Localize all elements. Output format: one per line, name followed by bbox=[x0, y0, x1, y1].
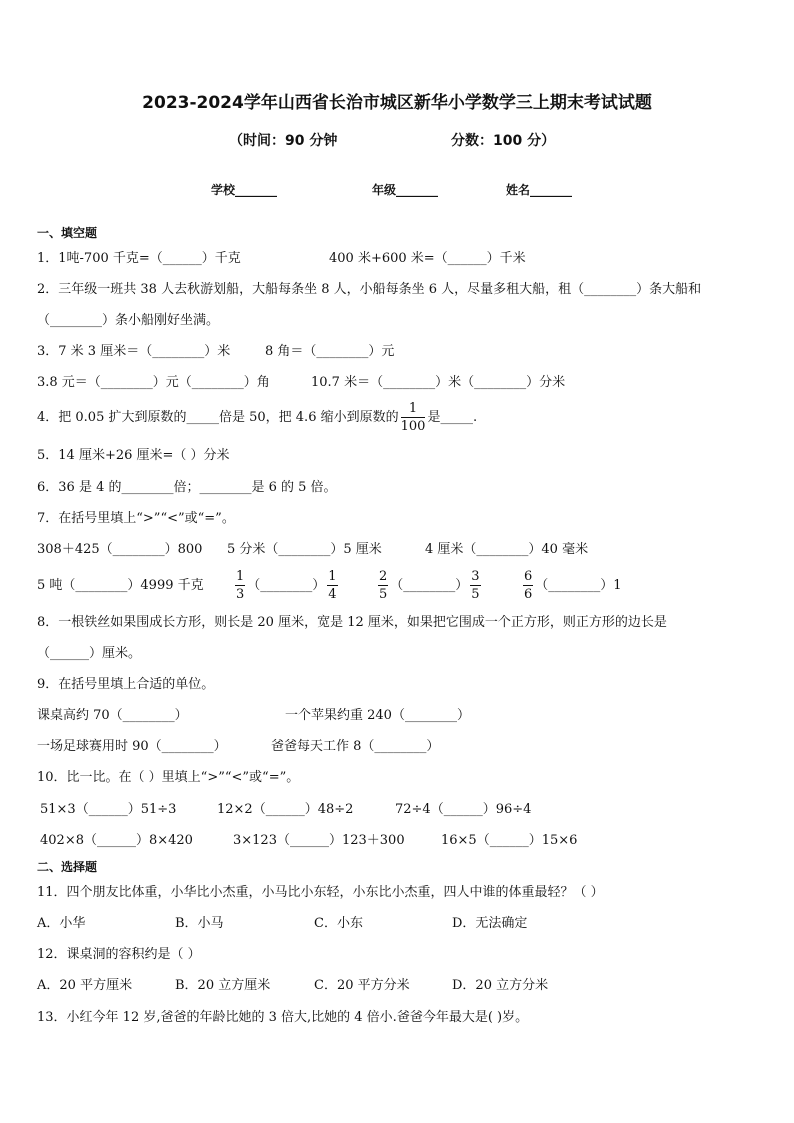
q9-part-a: 课桌高约 70（________） bbox=[37, 708, 188, 723]
q11-option-a: A．小华 bbox=[37, 916, 86, 931]
question-5: 5．14 厘米+26 厘米=（ ）分米 bbox=[37, 448, 230, 463]
q4-text-post: 是_____. bbox=[427, 410, 478, 425]
q7-f5-denominator: 6 bbox=[524, 587, 533, 602]
q7-part-b: 5 分米（________）5 厘米 bbox=[227, 542, 382, 557]
q10-part-c: 72÷4（______）96÷4 bbox=[395, 802, 532, 817]
exam-score: 分数：100 分） bbox=[451, 133, 556, 149]
question-4 bbox=[37, 398, 477, 438]
q11-option-c: C．小东 bbox=[314, 916, 363, 931]
q7-fraction-2-5 bbox=[378, 570, 388, 601]
question-2-line-1: 2．三年级一班共 38 人去秋游划船，大船每条坐 8 人，小船每条坐 6 人，尽量多租大船，租（________）条大船和 bbox=[37, 282, 702, 297]
q7-f1-denominator: 3 bbox=[236, 587, 245, 602]
q9-part-d: 爸爸每天工作 8（________） bbox=[271, 739, 440, 754]
q7-f3-numerator: 2 bbox=[379, 569, 388, 584]
grade-field: 年级_______ bbox=[372, 183, 439, 197]
q7-part-c: 4 厘米（________）40 毫米 bbox=[425, 542, 589, 557]
q7-f1-numerator: 1 bbox=[236, 569, 245, 584]
q4-text-pre: 4．把 0.05 扩大到原数的_____倍是 50，把 4.6 缩小到原数的 bbox=[37, 410, 399, 425]
q7-fraction-compare-1 bbox=[233, 564, 340, 608]
q3-part-d: 10.7 米＝（________）米（________）分米 bbox=[311, 375, 566, 390]
question-8-line-1: 8．一根铁丝如果围成长方形，则长是 20 厘米，宽是 12 厘米，如果把它围成一个正方形，则正方形的边长是 bbox=[37, 615, 667, 630]
q3-part-c: 3.8 元＝（________）元（________）角 bbox=[37, 375, 270, 390]
q3-part-a: 3．7 米 3 厘米＝（________）米 bbox=[37, 344, 231, 359]
q4-numerator: 1 bbox=[401, 402, 426, 418]
q10-part-a: 51×3（______）51÷3 bbox=[40, 802, 177, 817]
school-field: 学校_______ bbox=[211, 183, 278, 197]
section-choice-heading: 二、选择题 bbox=[37, 860, 98, 874]
question-8-line-2: （______）厘米。 bbox=[37, 646, 142, 661]
question-9-title: 9．在括号里填上合适的单位。 bbox=[37, 677, 215, 692]
q1-part-b: 400 米+600 米=（______）千米 bbox=[329, 251, 526, 266]
section-fill-heading: 一、填空题 bbox=[37, 226, 98, 240]
q10-part-e: 3×123（______）123＋300 bbox=[233, 833, 405, 848]
q7-f4-numerator: 3 bbox=[471, 569, 480, 584]
q3-part-b: 8 角＝（________）元 bbox=[265, 344, 395, 359]
q9-part-b: 一个苹果约重 240（________） bbox=[285, 708, 470, 723]
q1-part-a: 1．1吨-700 千克=（______）千克 bbox=[37, 251, 241, 266]
q4-fraction bbox=[401, 402, 426, 433]
q10-part-f: 16×5（______）15×6 bbox=[441, 833, 578, 848]
exam-title: 2023-2024学年山西省长治市城区新华小学数学三上期末考试试题 bbox=[142, 93, 652, 113]
q7-fraction-compare-2 bbox=[376, 564, 483, 608]
exam-time: （时间：90 分钟 bbox=[229, 133, 338, 149]
q4-denominator: 100 bbox=[400, 419, 426, 434]
q7-f2-numerator: 1 bbox=[328, 569, 337, 584]
q7-blank-2: （________） bbox=[390, 578, 469, 593]
q7-blank-3: （________） bbox=[535, 578, 614, 593]
q11-option-b: B．小马 bbox=[175, 916, 224, 931]
question-2-line-2: （________）条小船刚好坐满。 bbox=[37, 313, 220, 328]
q7-fraction-compare-3 bbox=[521, 564, 622, 608]
name-field: 姓名_______ bbox=[506, 183, 573, 197]
q10-part-b: 12×2（______）48÷2 bbox=[217, 802, 354, 817]
question-7-title: 7．在括号里填上“>”“<”或“=”。 bbox=[37, 511, 235, 526]
q12-option-c: C．20 平方分米 bbox=[314, 978, 410, 993]
q9-part-c: 一场足球赛用时 90（________） bbox=[37, 739, 227, 754]
q7-fraction-3-5 bbox=[470, 570, 480, 601]
q7-part-d: 5 吨（________）4999 千克 bbox=[37, 578, 204, 593]
q7-fraction-6-6 bbox=[523, 570, 533, 601]
q10-part-d: 402×8（______）8×420 bbox=[40, 833, 193, 848]
q7-fraction-1-3 bbox=[235, 570, 245, 601]
q11-option-d: D．无法确定 bbox=[452, 916, 528, 931]
q12-option-d: D．20 立方分米 bbox=[452, 978, 549, 993]
question-13: 13．小红今年 12 岁,爸爸的年龄比她的 3 倍大,比她的 4 倍小.爸爸今年最大是( )岁。 bbox=[37, 1010, 529, 1025]
q7-blank-1: （________） bbox=[247, 578, 326, 593]
q12-option-b: B．20 立方厘米 bbox=[175, 978, 271, 993]
q7-f5-numerator: 6 bbox=[524, 569, 533, 584]
q7-f3-denominator: 5 bbox=[379, 587, 388, 602]
q7-f2-denominator: 4 bbox=[328, 587, 337, 602]
q7-fraction-1-4 bbox=[327, 570, 337, 601]
question-12-stem: 12．课桌洞的容积约是（ ） bbox=[37, 947, 201, 962]
q7-one: 1 bbox=[613, 578, 622, 593]
question-6: 6．36 是 4 的________倍；________是 6 的 5 倍。 bbox=[37, 480, 337, 495]
q12-option-a: A．20 平方厘米 bbox=[37, 978, 133, 993]
question-11-stem: 11．四个朋友比体重，小华比小杰重，小马比小东轻，小东比小杰重，四人中谁的体重最轻？（ ） bbox=[37, 885, 604, 900]
q7-part-a: 308＋425（________）800 bbox=[37, 542, 203, 557]
q7-f4-denominator: 5 bbox=[471, 587, 480, 602]
question-10-title: 10．比一比。在（ ）里填上“>”“<”或“=”。 bbox=[37, 770, 300, 785]
